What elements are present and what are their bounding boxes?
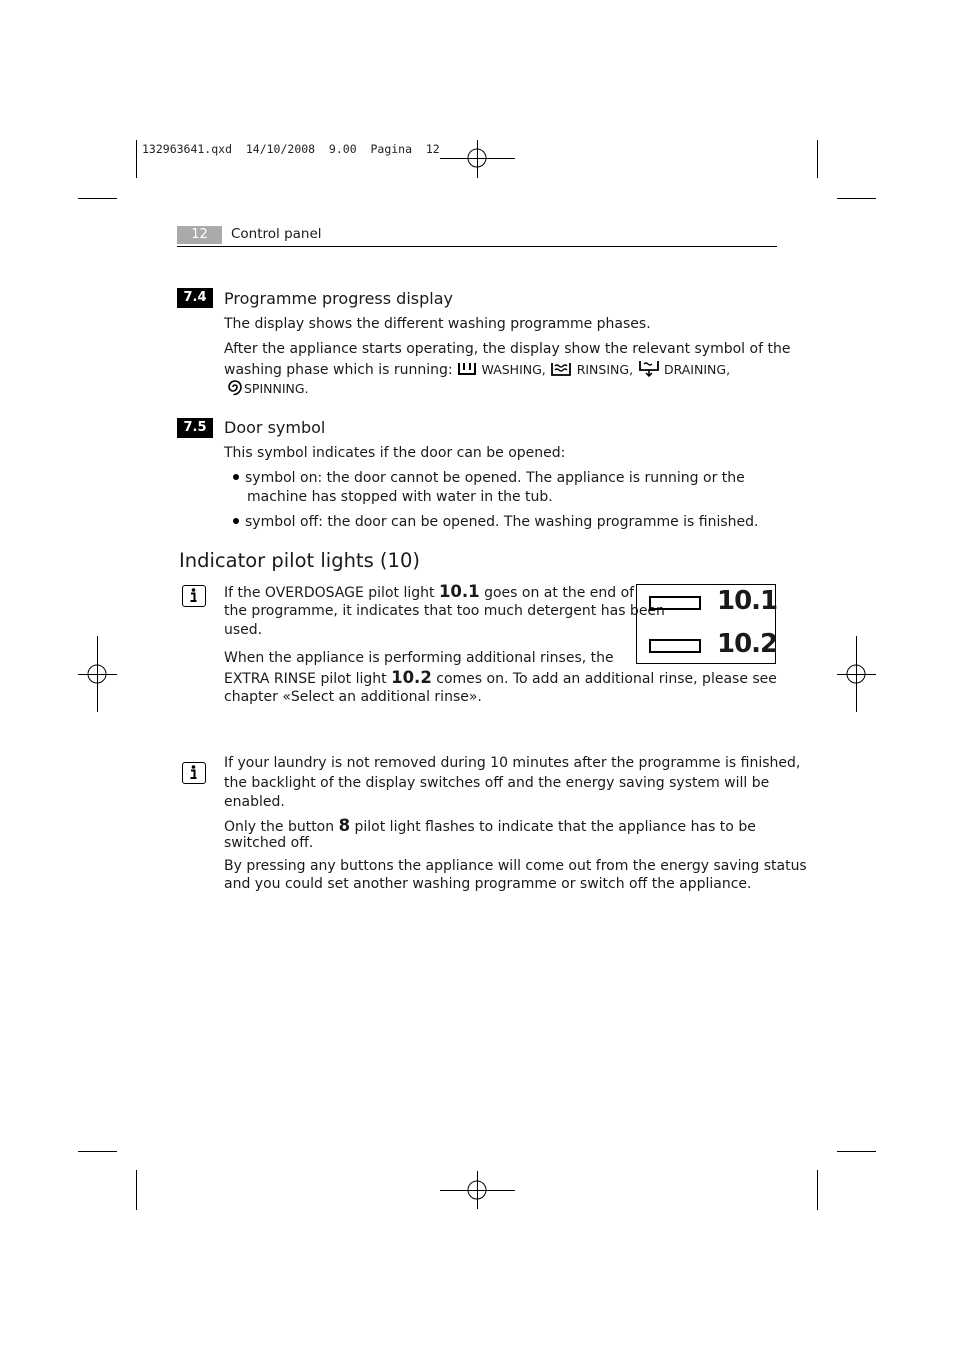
overdosage-label: 10.1 [717, 586, 778, 616]
section-title-programme-progress: Programme progress display [224, 289, 453, 308]
paragraph: and you could set another washing programme or switch off the appliance. [224, 876, 752, 892]
paragraph [226, 378, 309, 402]
section-number-7-4: 7.4 [177, 288, 213, 308]
bullet-dot [233, 474, 239, 480]
pilot-light-ref: 10.2 [391, 668, 432, 687]
pilot-light-panel [636, 584, 776, 664]
header-rule [177, 246, 777, 247]
text: goes on at the end of [484, 585, 635, 601]
page-number: 12 [177, 226, 222, 244]
list-item [233, 513, 759, 532]
paragraph [224, 582, 634, 603]
text: Only the button [224, 819, 335, 835]
paragraph: If your laundry is not removed during 10 minutes after the programme is finished, [224, 755, 801, 771]
spinning-icon [226, 378, 244, 402]
paragraph: chapter «Select an additional rinse». [224, 689, 482, 705]
text: comes on. To add an additional rinse, please see [436, 671, 777, 687]
section-title-door-symbol: Door symbol [224, 418, 326, 437]
phase-rinsing: RINSING, [576, 362, 634, 377]
list-item [233, 469, 745, 488]
text: pilot light flashes to indicate that the appliance has to be [354, 819, 756, 835]
header-title: Control panel [231, 226, 322, 242]
paragraph: enabled. [224, 794, 285, 810]
pilot-light-ref: 10.1 [438, 582, 480, 601]
text: EXTRA RINSE pilot light [224, 671, 387, 687]
paragraph: The display shows the different washing programme phases. [224, 316, 651, 332]
paragraph: When the appliance is performing additional rinses, the [224, 650, 614, 666]
section-number-7-5: 7.5 [177, 418, 213, 438]
extra-rinse-label: 10.2 [717, 629, 778, 659]
paragraph: the backlight of the display switches off and the energy saving system will be [224, 775, 770, 791]
paragraph: used. [224, 622, 263, 638]
section-heading-indicator-lights: Indicator pilot lights (10) [179, 549, 420, 572]
paragraph [224, 668, 777, 689]
button-ref: 8 [338, 816, 351, 835]
extra-rinse-light [649, 639, 701, 653]
phase-spinning: SPINNING. [244, 381, 309, 396]
bullet-dot [233, 518, 239, 524]
washing-icon [457, 361, 477, 383]
info-icon [182, 585, 206, 607]
list-item-text: symbol on: the door cannot be opened. The appliance is running or the [245, 470, 745, 486]
print-slug: 132963641.qxd 14/10/2008 9.00 Pagina 12 [142, 142, 440, 156]
overdosage-light [649, 596, 701, 610]
paragraph: switched off. [224, 835, 314, 851]
paragraph: After the appliance starts operating, the display show the relevant symbol of the [224, 341, 791, 357]
rinsing-icon [550, 361, 572, 383]
phase-draining: DRAINING, [663, 362, 731, 377]
text: If the OVERDOSAGE pilot light [224, 585, 435, 601]
paragraph: This symbol indicates if the door can be opened: [224, 445, 566, 461]
paragraph: By pressing any buttons the appliance will come out from the energy saving status [224, 858, 807, 874]
list-item-continued: machine has stopped with water in the tub. [247, 489, 553, 505]
phase-intro: washing phase which is running: [224, 362, 453, 378]
info-icon [182, 762, 206, 784]
list-item-text: symbol off: the door can be opened. The washing programme is finished. [245, 514, 759, 530]
draining-icon [638, 359, 660, 383]
phase-washing: WASHING, [481, 362, 546, 377]
paragraph: the programme, it indicates that too much detergent has been [224, 603, 665, 619]
